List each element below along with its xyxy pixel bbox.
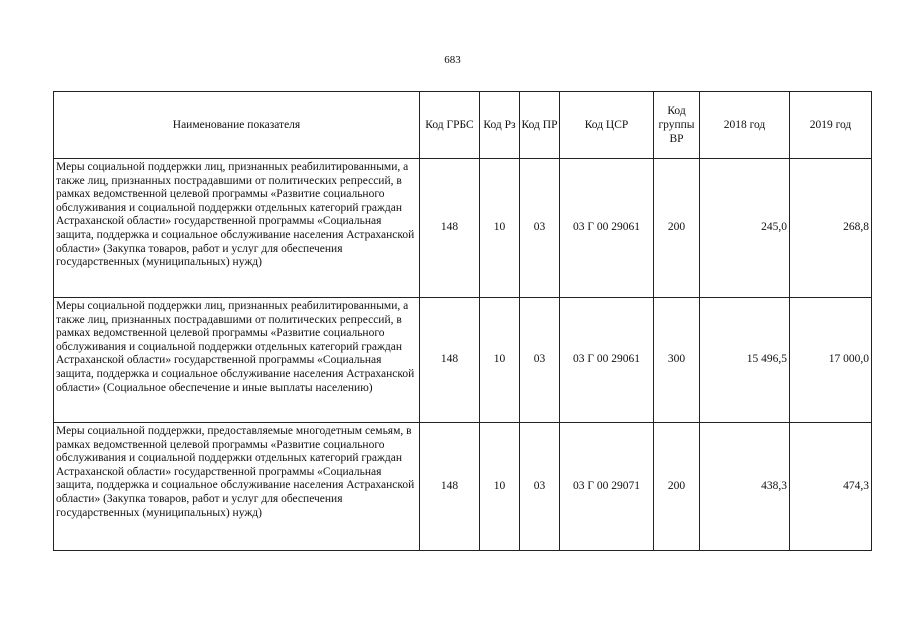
row-vr: 200 [654, 423, 700, 551]
row-name: Меры социальной поддержки, предоставляемые многодетным семьям, в рамках ведомственной целевой программы «Развитие социального обслуживания и социальной поддержки отдельных категорий граждан Астраханской области» государственной программы «Социальная защита, поддержка и социальное обслуживание населения Астраханской области» (Закупка товаров, работ и услуг для обеспечения государственных (муниципальных) нужд) [54, 423, 420, 551]
table-row [54, 423, 872, 551]
header-vr: Код группы ВР [654, 92, 700, 159]
header-pr: Код ПР [520, 92, 560, 159]
row-grbs: 148 [420, 298, 480, 423]
budget-table [53, 91, 872, 551]
row-rz: 10 [480, 159, 520, 298]
page-number: 683 [444, 54, 461, 66]
row-name: Меры социальной поддержки лиц, признанных реабилитированными, а также лиц, признанных пострадавшими от политических репрессий, в рамках ведомственной целевой программы «Развитие социального обслуживания и социальной поддержки отдельных категорий граждан Астраханской области» государственной программы «Социальная защита, поддержка и социальное обслуживание населения Астраханской области» (Социальное обеспечение и иные выплаты населению) [54, 298, 420, 423]
row-pr: 03 [520, 159, 560, 298]
row-rz: 10 [480, 423, 520, 551]
row-2019: 474,3 [790, 423, 872, 551]
row-vr: 300 [654, 298, 700, 423]
header-2019: 2019 год [790, 92, 872, 159]
header-2018: 2018 год [700, 92, 790, 159]
row-2019: 268,8 [790, 159, 872, 298]
table-row [54, 298, 872, 423]
row-2019: 17 000,0 [790, 298, 872, 423]
row-2018: 245,0 [700, 159, 790, 298]
header-rz: Код Рз [480, 92, 520, 159]
row-vr: 200 [654, 159, 700, 298]
row-2018: 438,3 [700, 423, 790, 551]
row-pr: 03 [520, 423, 560, 551]
header-row [54, 92, 872, 159]
table-row [54, 159, 872, 298]
row-name: Меры социальной поддержки лиц, признанных реабилитированными, а также лиц, признанных пострадавшими от политических репрессий, в рамках ведомственной целевой программы «Развитие социального обслуживания и социальной поддержки отдельных категорий граждан Астраханской области» государственной программы «Социальная защита, поддержка и социальное обслуживание населения Астраханской области» (Закупка товаров, работ и услуг для обеспечения государственных (муниципальных) нужд) [54, 159, 420, 298]
row-grbs: 148 [420, 423, 480, 551]
row-rz: 10 [480, 298, 520, 423]
row-pr: 03 [520, 298, 560, 423]
header-csr: Код ЦСР [560, 92, 654, 159]
row-csr: 03 Г 00 29061 [560, 159, 654, 298]
header-grbs: Код ГРБС [420, 92, 480, 159]
row-csr: 03 Г 00 29071 [560, 423, 654, 551]
row-grbs: 148 [420, 159, 480, 298]
row-csr: 03 Г 00 29061 [560, 298, 654, 423]
header-name: Наименование показателя [54, 92, 420, 159]
row-2018: 15 496,5 [700, 298, 790, 423]
